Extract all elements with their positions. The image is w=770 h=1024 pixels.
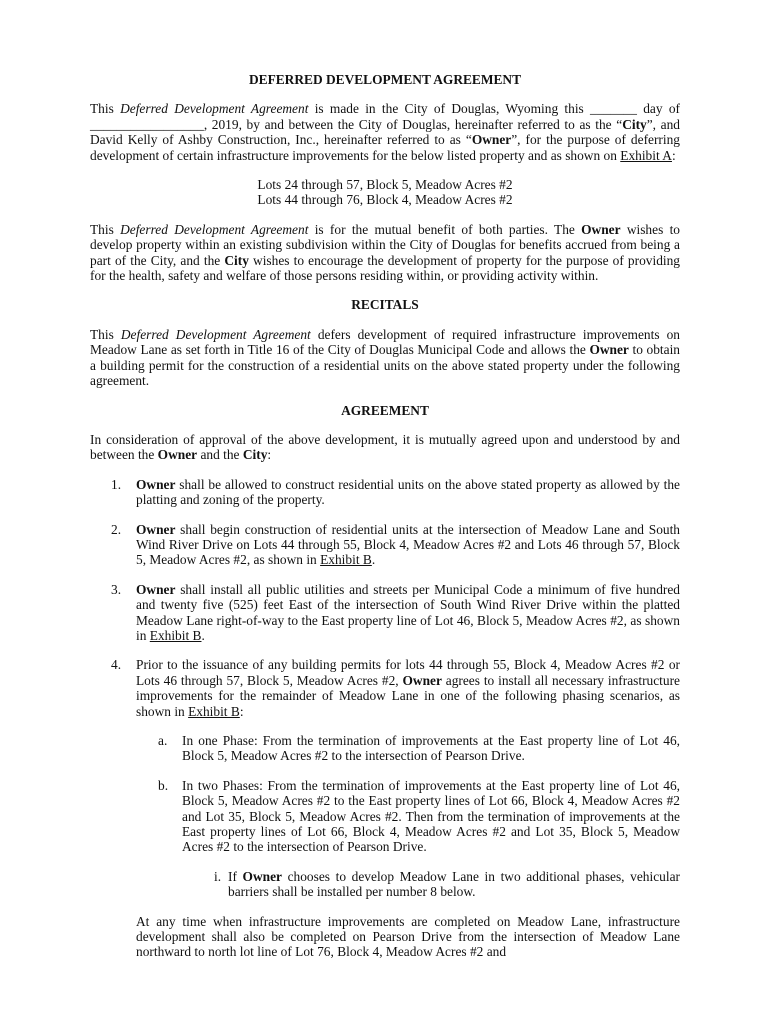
text: wishes to encourage the development of property for the purpose of providing for the health, safety and welfare of those persons residing within, or providing activity within. bbox=[90, 252, 680, 284]
party-owner: Owner bbox=[581, 221, 621, 237]
text: shall install all public utilities and streets per Municipal Code a minimum of five hundred and twenty five (525) feet East of the intersection of South Wind River Drive within the platted Meadow Lane right-of-way to the East property line of Lot 46, Block 5, Meadow Acres #2, as shown in bbox=[136, 581, 680, 643]
text: : bbox=[671, 147, 676, 163]
text: shall be allowed to construct residential units on the above stated property as allowed by the platting and zoning of the property. bbox=[136, 476, 680, 508]
party-owner: Owner bbox=[402, 672, 442, 688]
agreement-heading: AGREEMENT bbox=[341, 402, 429, 418]
text: wishes to develop property within an existing subdivision within the City of Douglas for benefits accrued from being a part of the City, and the bbox=[90, 221, 680, 268]
text: In two Phases: From the termination of improvements at the East property line of Lot 46, Block 5, Meadow Acres #2 to the East property lines of Lot 66, Block 4, Meadow Acres #2 and Lot 35, Block 5, Meadow Acres #2. Then from the termination of improvements at the East property lines of Lot 66, Block 4, Meadow Acres #2 and Lot 35, Block 5, Meadow Acres #2 to the intersection of Pearson Drive. bbox=[182, 777, 680, 855]
exhibit-b-ref: Exhibit B bbox=[149, 627, 202, 643]
party-owner: Owner bbox=[157, 447, 198, 463]
party-owner: Owner bbox=[136, 476, 176, 492]
text: shall begin construction of residential units at the intersection of Meadow Lane and South Wind River Drive on Lots 44 through 55, Block 4, Meadow Acres #2 and Lots 46 through 57, Block 5, Meadow Acres #2, as shown in bbox=[136, 521, 680, 568]
party-owner: Owner bbox=[136, 581, 176, 597]
item-number: 4. bbox=[111, 657, 122, 673]
text: to obtain a building permit for the construction of a residential units on the above stated property under the following agreement. bbox=[90, 342, 680, 389]
item-number: 1. bbox=[111, 476, 122, 492]
agreement-name: Deferred Development Agreement bbox=[120, 101, 309, 117]
text: In consideration of approval of the above development, it is mutually agreed upon and understood by and between the bbox=[90, 431, 680, 463]
exhibit-a-ref: Exhibit A bbox=[620, 147, 672, 163]
purpose-paragraph bbox=[90, 222, 680, 284]
agreement-item-3 bbox=[90, 582, 680, 644]
scenario-b bbox=[136, 778, 680, 900]
party-owner: Owner bbox=[589, 342, 629, 358]
text: agrees to install all necessary infrastructure improvements for the remainder of Meadow Lane in one of the following phasing scenarios, as shown in bbox=[136, 672, 680, 719]
recitals-paragraph bbox=[90, 327, 680, 389]
scenario-a bbox=[136, 733, 680, 764]
agreement-items bbox=[90, 477, 680, 900]
text: and the bbox=[197, 447, 243, 463]
text: This bbox=[90, 221, 121, 237]
text: Prior to the issuance of any building permits for lots 44 through 55, Block 4, Meadow Acres #2 or Lots 46 through 57, Block 5, Meadow Acres #2, bbox=[136, 657, 680, 688]
text: ”, for the purpose of deferring development of certain infrastructure improvements for the below listed property and as shown on bbox=[90, 132, 681, 163]
item-letter: b. bbox=[158, 777, 169, 793]
agreement-paragraph bbox=[90, 432, 680, 463]
party-city: City bbox=[242, 447, 268, 463]
text: is for the mutual benefit of both parties. The bbox=[308, 221, 582, 237]
party-owner: Owner bbox=[242, 868, 282, 884]
lots-line: Lots 24 through 57, Block 5, Meadow Acres #2 bbox=[257, 177, 513, 193]
intro-paragraph bbox=[90, 101, 680, 163]
text: : bbox=[239, 703, 244, 719]
text: This bbox=[90, 101, 121, 117]
text: In one Phase: From the termination of improvements at the East property line of Lot 46, Block 5, Meadow Acres #2 to the intersection of Pearson Drive. bbox=[182, 733, 680, 764]
recitals-heading: RECITALS bbox=[351, 297, 419, 313]
item-4-continuation: At any time when infrastructure improvements are completed on Meadow Lane, infrastructure development shall also be completed on Pearson Drive from the intersection of Meadow Lane northward to north lot line of Lot 76, Block 4, Meadow Acres #2 and bbox=[136, 913, 680, 960]
phasing-scenarios bbox=[136, 733, 680, 900]
item-number: 3. bbox=[111, 581, 122, 597]
lots-list bbox=[90, 177, 680, 208]
party-city: City bbox=[224, 252, 249, 268]
exhibit-b-ref: Exhibit B bbox=[320, 552, 372, 568]
text: . bbox=[201, 627, 205, 643]
party-city: City bbox=[622, 116, 647, 132]
party-owner: Owner bbox=[136, 521, 176, 537]
agreement-item-2 bbox=[90, 522, 680, 568]
exhibit-b-ref: Exhibit B bbox=[188, 703, 240, 719]
lots-line: Lots 44 through 76, Block 4, Meadow Acres #2 bbox=[257, 192, 513, 208]
agreement-name: Deferred Development Agreement bbox=[120, 326, 311, 342]
party-owner: Owner bbox=[471, 132, 512, 148]
agreement-name: Deferred Development Agreement bbox=[120, 221, 309, 237]
scenario-b-subitems bbox=[182, 869, 680, 900]
text: defers development of required infrastructure improvements on Meadow Lane as set forth in Title 16 of the City of Douglas Municipal Code and allows the bbox=[90, 326, 680, 358]
scenario-b-i bbox=[182, 869, 680, 900]
agreement-item-4 bbox=[90, 657, 680, 899]
text: : bbox=[267, 447, 272, 463]
text: . bbox=[371, 552, 376, 568]
agreement-item-1 bbox=[90, 477, 680, 508]
text: chooses to develop Meadow Lane in two additional phases, vehicular barriers shall be installed per number 8 below. bbox=[228, 868, 680, 900]
text: If bbox=[228, 868, 243, 884]
item-roman: i. bbox=[214, 868, 222, 884]
text: This bbox=[90, 326, 121, 342]
item-letter: a. bbox=[158, 733, 168, 748]
text: ”, and David Kelly of Ashby Construction, Inc., hereinafter referred to as “ bbox=[90, 116, 680, 148]
item-number: 2. bbox=[111, 521, 122, 537]
document-title: DEFERRED DEVELOPMENT AGREEMENT bbox=[248, 72, 522, 87]
text: is made in the City of Douglas, Wyoming this _______ day of _________________, 2019, by and between the City of Douglas, hereinafter referred to as the “ bbox=[90, 101, 680, 132]
